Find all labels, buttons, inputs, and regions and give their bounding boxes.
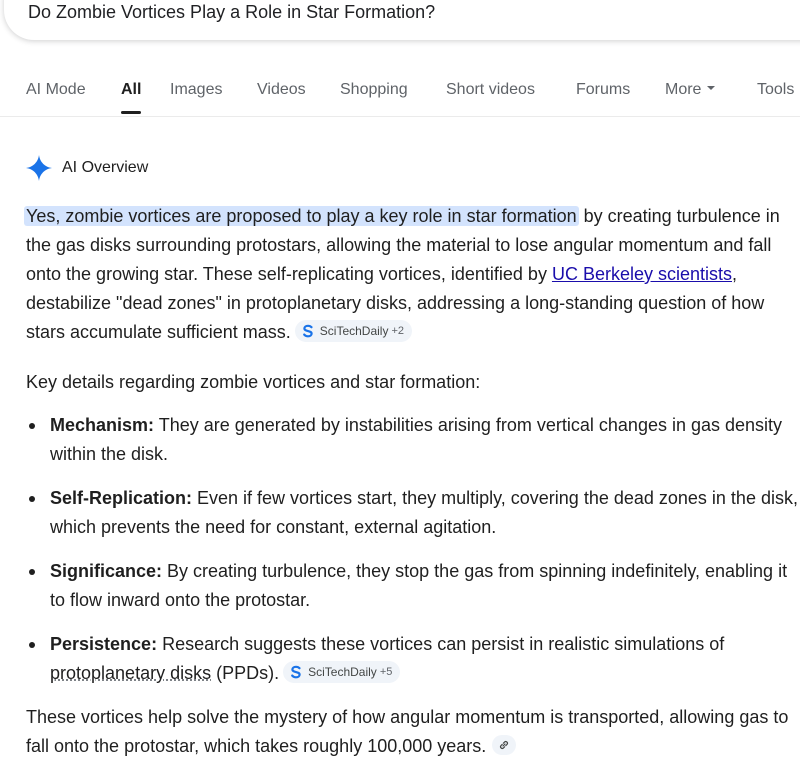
intro-text-1: by creating turbulence in the gas disks surrounding protostars, allowing the material to lose angular momentum and fall onto the growing star. These self-replicating vortices, identified by: [26, 206, 780, 284]
scitechdaily-logo-icon: [301, 324, 315, 338]
tab-shopping[interactable]: Shopping: [340, 81, 408, 98]
active-tab-indicator: [121, 111, 141, 114]
bullet-text-after: (PPDs).: [211, 663, 280, 683]
uc-berkeley-link[interactable]: UC Berkeley scientists: [551, 264, 733, 284]
bullet-term: Significance:: [50, 561, 163, 581]
scitechdaily-logo-icon: [289, 665, 303, 679]
list-item-mechanism: [26, 411, 798, 469]
bullet-dot: [29, 496, 35, 502]
highlighted-answer: Yes, zombie vortices are proposed to play a key role in star formation: [26, 206, 577, 226]
link-chip[interactable]: [492, 735, 516, 755]
bullet-term: Self-Replication:: [50, 488, 193, 508]
bullet-dot: [29, 642, 35, 648]
source-chip-2[interactable]: [283, 661, 400, 683]
tab-more-label: More: [665, 81, 702, 98]
bullet-text: Even if few vortices start, they multiply, covering the dead zones in the disk, which prevents the need for constant, external agitation.: [50, 488, 798, 537]
caret-down-icon: [707, 86, 715, 90]
search-query[interactable]: Do Zombie Vortices Play a Role in Star Formation?: [28, 2, 436, 22]
gemini-sparkle-icon: [26, 155, 52, 181]
link-icon: [498, 739, 510, 751]
tab-forums[interactable]: Forums: [576, 81, 631, 98]
tab-tools[interactable]: Tools: [757, 81, 795, 98]
tab-images[interactable]: Images: [170, 81, 223, 98]
intro-paragraph: [26, 202, 798, 347]
tab-more[interactable]: [665, 80, 715, 100]
bullet-text: They are generated by instabilities arising from vertical changes in gas density within the disk.: [50, 415, 783, 464]
source-chip-2-label: SciTechDaily: [308, 665, 377, 680]
closing-text: These vortices help solve the mystery of how angular momentum is transported, allowing gas to fall onto the protostar, which takes roughly 100,000 years.: [26, 707, 789, 756]
bullet-dot: [29, 423, 35, 429]
source-chip-1[interactable]: [295, 320, 412, 342]
tab-videos[interactable]: Videos: [257, 81, 306, 98]
key-details-heading: Key details regarding zombie vortices and star formation:: [26, 372, 481, 392]
bullet-text: Research suggests these vortices can persist in realistic simulations of: [157, 634, 725, 654]
ai-overview-title: AI Overview: [62, 159, 149, 176]
source-chip-2-count: +5: [379, 666, 393, 679]
tabs-divider: [0, 116, 800, 117]
search-tabs: [0, 76, 800, 116]
bullet-text: By creating turbulence, they stop the gas from spinning indefinitely, enabling it to flow inward onto the protostar.: [50, 561, 788, 610]
bullet-term: Mechanism:: [50, 415, 155, 435]
ppd-term[interactable]: protoplanetary disks: [50, 663, 212, 683]
list-item-persistence: [26, 630, 798, 688]
bullet-term: Persistence:: [50, 634, 158, 654]
tab-short-videos[interactable]: Short videos: [446, 81, 535, 98]
list-item-significance: [26, 557, 798, 615]
source-chip-1-label: SciTechDaily: [319, 324, 389, 339]
list-item-self-replication: [26, 484, 798, 542]
ai-overview-header: [26, 154, 148, 182]
source-chip-1-count: +2: [391, 325, 405, 338]
intro-text-2: , destabilize "dead zones" in protoplanetary disks, addressing a long-standing question of how stars accumulate sufficient mass.: [26, 264, 765, 342]
closing-paragraph: [26, 703, 798, 761]
details-list: [26, 411, 798, 688]
bullet-dot: [29, 569, 35, 575]
tab-all[interactable]: All: [121, 81, 142, 98]
ai-overview-body: [26, 202, 798, 761]
tab-ai-mode[interactable]: AI Mode: [26, 81, 86, 98]
